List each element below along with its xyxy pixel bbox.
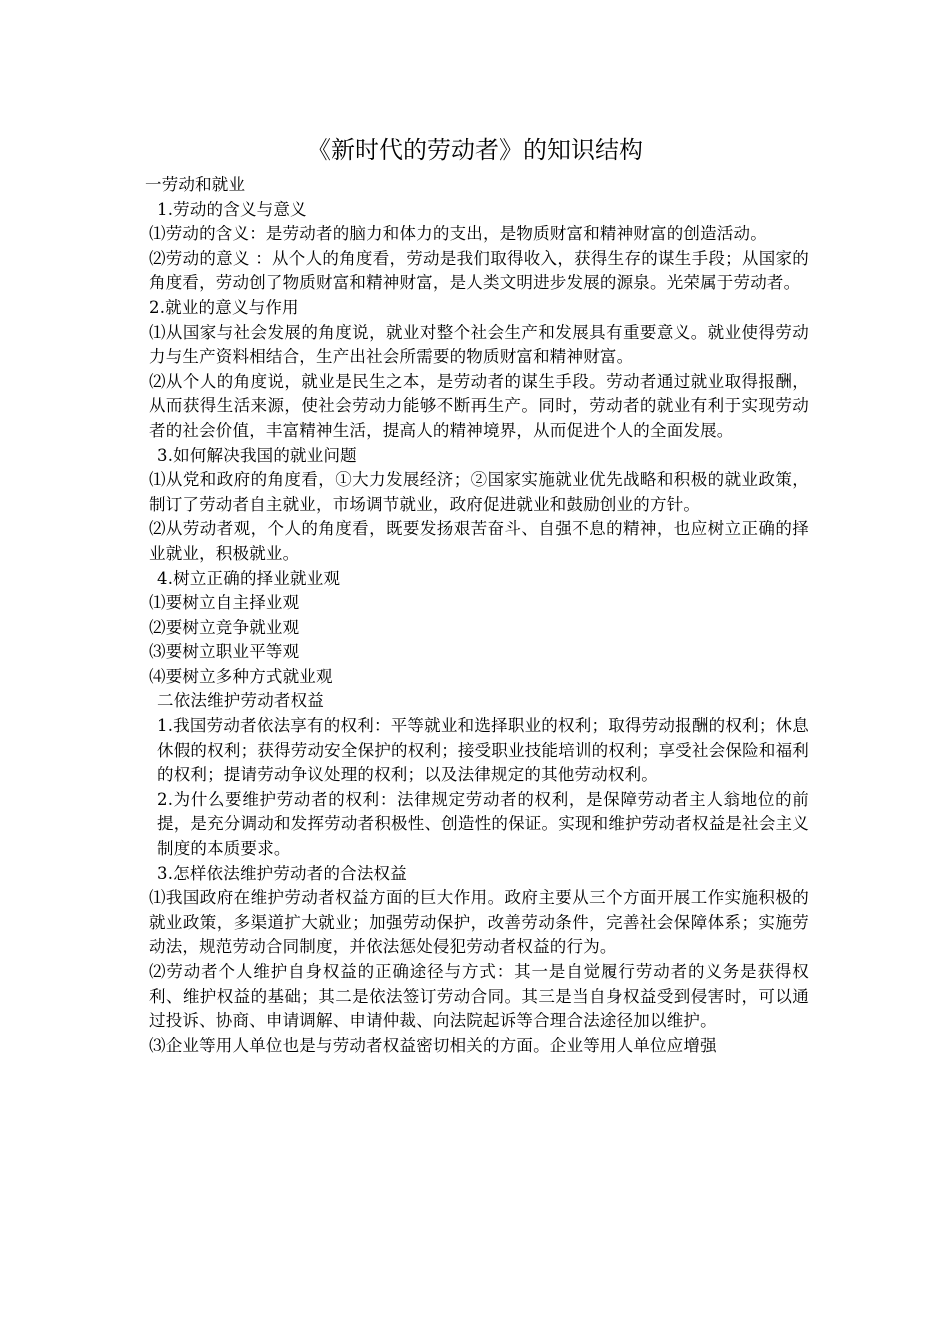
list-item: ⑶要树立职业平等观 — [149, 642, 300, 662]
list-item: ⑷要树立多种方式就业观 — [149, 666, 333, 686]
subsection-heading: 3.如何解决我国的就业问题 — [157, 445, 357, 465]
section-heading: 二依法维护劳动者权益 — [157, 691, 324, 711]
paragraph: ⑵劳动者个人维护自身权益的正确途径与方式：其一是自觉履行劳动者的义务是获得权利、维护权益的基础；其二是依法签订劳动合同。其三是当自身权益受到侵害时，可以通过投诉、协商、申请调解、申请仲裁、向法院起诉等合理合法途径加以维护。 — [149, 962, 809, 1031]
paragraph: ⑶企业等用人单位也是与劳动者权益密切相关的方面。企业等用人单位应增强 — [149, 1035, 717, 1055]
section-heading: 一劳动和就业 — [145, 175, 246, 194]
document-title: 《新时代的劳动者》的知识结构 — [307, 136, 643, 164]
paragraph: 1.我国劳动者依法享有的权利：平等就业和选择职业的权利；取得劳动报酬的权利；休息休假的权利；获得劳动安全保护的权利；接受职业技能培训的权利；享受社会保险和福利的权利；提请劳动争议处理的权利；以及法律规定的其他劳动权利。 — [157, 716, 809, 785]
document-body — [145, 173, 809, 1058]
paragraph: ⑴从党和政府的角度看，①大力发展经济；②国家实施就业优先战略和积极的就业政策，制订了劳动者自主就业，市场调节就业，政府促进就业和鼓励创业的方针。 — [149, 470, 809, 514]
paragraph: ⑴从国家与社会发展的角度说，就业对整个社会生产和发展具有重要意义。就业使得劳动力与生产资料相结合，生产出社会所需要的物质财富和精神财富。 — [149, 322, 809, 367]
subsection-heading: 3.怎样依法维护劳动者的合法权益 — [157, 863, 407, 883]
paragraph: ⑵从个人的角度说，就业是民生之本，是劳动者的谋生手段。劳动者通过就业取得报酬，从而获得生活来源，使社会劳动力能够不断再生产。同时，劳动者的就业有利于实现劳动者的社会价值，丰富精神生活，提高人的精神境界，从而促进个人的全面发展。 — [149, 371, 809, 440]
list-item: ⑵要树立竞争就业观 — [149, 617, 300, 637]
paragraph: ⑵从劳动者观，个人的角度看，既要发扬艰苦奋斗、自强不息的精神，也应树立正确的择业就业，积极就业。 — [149, 519, 809, 563]
subsection-heading: 2.就业的意义与作用 — [149, 297, 299, 317]
subsection-heading: 1.劳动的含义与意义 — [157, 199, 307, 219]
paragraph: ⑵劳动的意义 ：从个人的角度看，劳动是我们取得收入，获得生存的谋生手段；从国家的角度看，劳动创了物质财富和精神财富，是人类文明进步发展的源泉。光荣属于劳动者。 — [149, 248, 809, 293]
paragraph: ⑴我国政府在维护劳动者权益方面的巨大作用。政府主要从三个方面开展工作实施积极的就业政策，多渠道扩大就业；加强劳动保护，改善劳动条件，完善社会保障体系；实施劳动法，规范劳动合同制度，并依法惩处侵犯劳动者权益的行为。 — [149, 888, 809, 957]
subsection-heading: 4.树立正确的择业就业观 — [157, 568, 341, 588]
paragraph: 2.为什么要维护劳动者的权利：法律规定劳动者的权利，是保障劳动者主人翁地位的前提，是充分调动和发挥劳动者积极性、创造性的保证。实现和维护劳动者权益是社会主义制度的本质要求。 — [157, 789, 809, 859]
list-item: ⑴要树立自主择业观 — [149, 593, 300, 613]
paragraph: ⑴劳动的含义：是劳动者的脑力和体力的支出，是物质财富和精神财富的创造活动。 — [149, 224, 767, 244]
